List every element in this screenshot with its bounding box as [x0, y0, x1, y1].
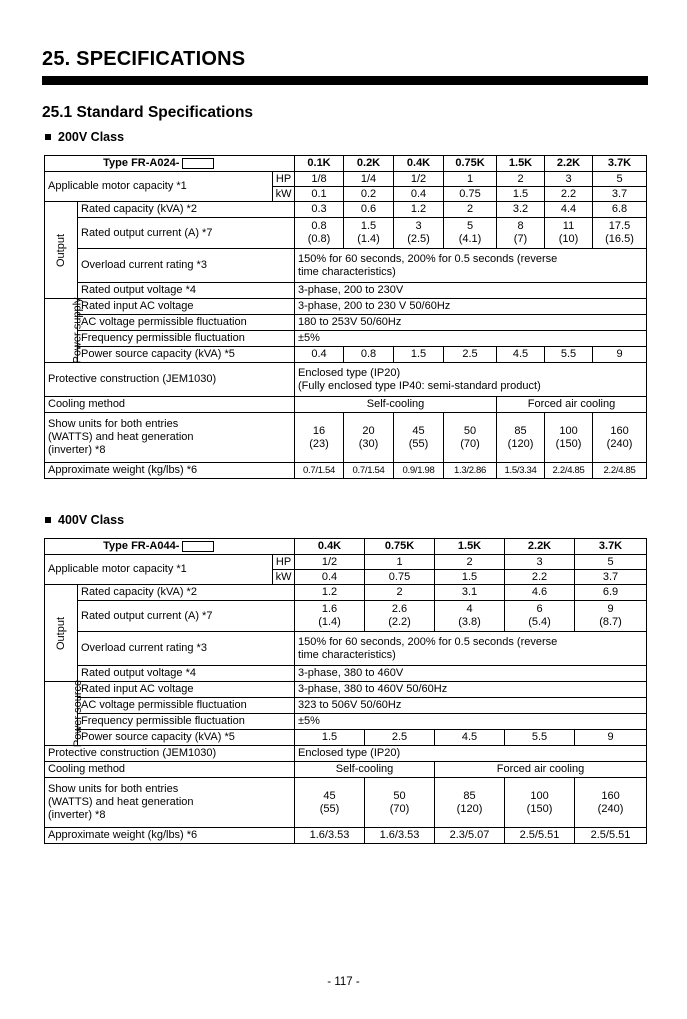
hp-value: 1 [444, 172, 497, 187]
hp-value: 3 [505, 555, 575, 570]
rated-capacity-value: 2 [444, 202, 497, 218]
hp-value: 2 [435, 555, 505, 570]
type-label: Type FR-A044- [103, 540, 180, 553]
spec-table-200v [44, 155, 647, 479]
weight-value: 2.2/4.85 [593, 463, 647, 479]
source-capacity-label: Power source capacity (kVA) *5 [78, 347, 295, 363]
rated-capacity-label: Rated capacity (kVA) *2 [78, 585, 295, 601]
cooling-self-value: Self-cooling [295, 397, 497, 413]
kw-value: 2.2 [505, 570, 575, 585]
watts-value: 50 (70) [444, 413, 497, 463]
input-voltage-value: 3-phase, 380 to 460V 50/60Hz [295, 682, 647, 698]
type-spacer [273, 539, 295, 555]
kw-value: 1.5 [435, 570, 505, 585]
weight-value: 1.3/2.86 [444, 463, 497, 479]
cooling-label: Cooling method [45, 397, 295, 413]
weight-value: 1.5/3.34 [497, 463, 545, 479]
spec-table-400v [44, 538, 647, 844]
hp-row [45, 555, 647, 570]
source-capacity-value: 1.5 [394, 347, 444, 363]
type-spacer [273, 156, 295, 172]
rated-current-value: 0.8 (0.8) [295, 218, 344, 249]
model-cell: 3.7K [575, 539, 647, 555]
frequency-fluctuation-value: ±5% [295, 714, 647, 730]
power-source-group-label: Power source [45, 682, 78, 746]
power-supply-group-label: Power supply [45, 299, 78, 363]
watts-value: 20 (30) [344, 413, 394, 463]
rated-capacity-value: 1.2 [295, 585, 365, 601]
protective-label: Protective construction (JEM1030) [45, 363, 295, 397]
protective-row [45, 363, 647, 397]
rated-capacity-row [45, 202, 647, 218]
rated-current-label: Rated output current (A) *7 [78, 601, 295, 632]
source-capacity-value: 0.8 [344, 347, 394, 363]
frequency-fluctuation-label: Frequency permissible fluctuation [78, 331, 295, 347]
protective-value: Enclosed type (IP20) (Fully enclosed type IP40: semi-standard product) [295, 363, 647, 397]
overload-row [45, 249, 647, 283]
model-cell: 0.1K [295, 156, 344, 172]
source-capacity-value: 9 [575, 730, 647, 746]
cooling-row [45, 762, 647, 778]
watts-label: Show units for both entries (WATTS) and heat generation (inverter) *8 [45, 778, 295, 828]
hp-value: 1/2 [295, 555, 365, 570]
cooling-row [45, 397, 647, 413]
hp-value: 5 [593, 172, 647, 187]
hp-unit: HP [273, 555, 295, 570]
model-cell: 1.5K [435, 539, 505, 555]
kw-value: 3.7 [575, 570, 647, 585]
watts-value: 16 (23) [295, 413, 344, 463]
model-cell: 0.2K [344, 156, 394, 172]
kw-value: 0.75 [365, 570, 435, 585]
input-voltage-row [45, 682, 647, 698]
watts-value: 45 (55) [394, 413, 444, 463]
overload-label: Overload current rating *3 [78, 249, 295, 283]
hp-value: 3 [545, 172, 593, 187]
rated-capacity-value: 6.9 [575, 585, 647, 601]
voltage-fluctuation-label: AC voltage permissible fluctuation [78, 315, 295, 331]
watts-value: 100 (150) [545, 413, 593, 463]
overload-value: 150% for 60 seconds, 200% for 0.5 seconds (reverse time characteristics) [295, 249, 647, 283]
hp-row [45, 172, 647, 187]
source-capacity-value: 0.4 [295, 347, 344, 363]
input-voltage-value: 3-phase, 200 to 230 V 50/60Hz [295, 299, 647, 315]
rated-current-row [45, 601, 647, 632]
cooling-label: Cooling method [45, 762, 295, 778]
type-code-box [182, 158, 214, 169]
weight-value: 0.9/1.98 [394, 463, 444, 479]
source-capacity-value: 2.5 [444, 347, 497, 363]
output-voltage-label: Rated output voltage *4 [78, 666, 295, 682]
rated-capacity-value: 0.6 [344, 202, 394, 218]
page-title: 25. SPECIFICATIONS [42, 48, 246, 70]
protective-label: Protective construction (JEM1030) [45, 746, 295, 762]
rated-current-value: 17.5 (16.5) [593, 218, 647, 249]
rated-capacity-value: 4.4 [545, 202, 593, 218]
weight-value: 1.6/3.53 [365, 828, 435, 844]
rated-capacity-value: 6.8 [593, 202, 647, 218]
voltage-fluctuation-row [45, 315, 647, 331]
weight-row [45, 828, 647, 844]
model-cell: 2.2K [545, 156, 593, 172]
rated-current-value: 8 (7) [497, 218, 545, 249]
rated-current-value: 3 (2.5) [394, 218, 444, 249]
source-capacity-value: 9 [593, 347, 647, 363]
class-200v-heading [42, 130, 124, 144]
watts-value: 160 (240) [575, 778, 647, 828]
hp-value: 1 [365, 555, 435, 570]
type-code-box [182, 541, 214, 552]
watts-value: 50 (70) [365, 778, 435, 828]
rated-current-value: 1.6 (1.4) [295, 601, 365, 632]
weight-value: 0.7/1.54 [344, 463, 394, 479]
overload-value: 150% for 60 seconds, 200% for 0.5 seconds (reverse time characteristics) [295, 632, 647, 666]
weight-label: Approximate weight (kg/lbs) *6 [45, 463, 295, 479]
frequency-fluctuation-label: Frequency permissible fluctuation [78, 714, 295, 730]
weight-value: 2.5/5.51 [575, 828, 647, 844]
hp-value: 5 [575, 555, 647, 570]
page-number: - 117 - [327, 976, 360, 988]
watts-row [45, 778, 647, 828]
source-capacity-value: 2.5 [365, 730, 435, 746]
rated-current-value: 1.5 (1.4) [344, 218, 394, 249]
kw-value: 0.4 [394, 187, 444, 202]
voltage-fluctuation-value: 180 to 253V 50/60Hz [295, 315, 647, 331]
motor-capacity-label: Applicable motor capacity *1 [45, 555, 273, 585]
type-label-cell [45, 539, 273, 555]
watts-row [45, 413, 647, 463]
kw-value: 0.1 [295, 187, 344, 202]
watts-value: 100 (150) [505, 778, 575, 828]
rated-current-value: 2.6 (2.2) [365, 601, 435, 632]
rated-current-value: 11 (10) [545, 218, 593, 249]
protective-value: Enclosed type (IP20) [295, 746, 647, 762]
overload-label: Overload current rating *3 [78, 632, 295, 666]
hp-unit: HP [273, 172, 295, 187]
rated-current-value: 5 (4.1) [444, 218, 497, 249]
weight-value: 2.3/5.07 [435, 828, 505, 844]
output-voltage-label: Rated output voltage *4 [78, 283, 295, 299]
rated-current-label: Rated output current (A) *7 [78, 218, 295, 249]
rated-capacity-label: Rated capacity (kVA) *2 [78, 202, 295, 218]
rated-capacity-row [45, 585, 647, 601]
cooling-forced-value: Forced air cooling [497, 397, 647, 413]
output-group-label: Output [45, 202, 78, 299]
watts-value: 45 (55) [295, 778, 365, 828]
source-capacity-value: 1.5 [295, 730, 365, 746]
class-400v-heading [42, 513, 124, 527]
weight-value: 1.6/3.53 [295, 828, 365, 844]
rated-capacity-value: 0.3 [295, 202, 344, 218]
model-cell: 0.75K [365, 539, 435, 555]
hp-value: 1/2 [394, 172, 444, 187]
bullet-square-icon [45, 134, 51, 140]
rated-capacity-value: 2 [365, 585, 435, 601]
kw-value: 0.75 [444, 187, 497, 202]
kw-unit: kW [273, 570, 295, 585]
model-cell: 2.2K [505, 539, 575, 555]
rated-capacity-value: 4.6 [505, 585, 575, 601]
overload-row [45, 632, 647, 666]
hp-value: 1/8 [295, 172, 344, 187]
model-cell: 0.4K [394, 156, 444, 172]
kw-value: 1.5 [497, 187, 545, 202]
watts-value: 85 (120) [435, 778, 505, 828]
cooling-forced-value: Forced air cooling [435, 762, 647, 778]
output-voltage-row [45, 666, 647, 682]
rated-current-value: 9 (8.7) [575, 601, 647, 632]
source-capacity-value: 5.5 [545, 347, 593, 363]
voltage-fluctuation-value: 323 to 506V 50/60Hz [295, 698, 647, 714]
frequency-fluctuation-value: ±5% [295, 331, 647, 347]
output-voltage-row [45, 283, 647, 299]
rated-current-row [45, 218, 647, 249]
title-rule [42, 76, 648, 85]
model-cell: 1.5K [497, 156, 545, 172]
input-voltage-label: Rated input AC voltage [78, 299, 295, 315]
source-capacity-row [45, 347, 647, 363]
frequency-fluctuation-row [45, 714, 647, 730]
bullet-square-icon [45, 517, 51, 523]
source-capacity-row [45, 730, 647, 746]
model-cell: 3.7K [593, 156, 647, 172]
voltage-fluctuation-label: AC voltage permissible fluctuation [78, 698, 295, 714]
output-group-label: Output [45, 585, 78, 682]
kw-unit: kW [273, 187, 295, 202]
output-voltage-value: 3-phase, 200 to 230V [295, 283, 647, 299]
weight-value: 2.2/4.85 [545, 463, 593, 479]
source-capacity-value: 4.5 [435, 730, 505, 746]
weight-row [45, 463, 647, 479]
watts-value: 85 (120) [497, 413, 545, 463]
watts-value: 160 (240) [593, 413, 647, 463]
weight-value: 2.5/5.51 [505, 828, 575, 844]
rated-current-value: 6 (5.4) [505, 601, 575, 632]
source-capacity-value: 5.5 [505, 730, 575, 746]
cooling-self-value: Self-cooling [295, 762, 435, 778]
kw-value: 0.2 [344, 187, 394, 202]
model-cell: 0.75K [444, 156, 497, 172]
source-capacity-value: 4.5 [497, 347, 545, 363]
model-cell: 0.4K [295, 539, 365, 555]
weight-value: 0.7/1.54 [295, 463, 344, 479]
output-voltage-value: 3-phase, 380 to 460V [295, 666, 647, 682]
source-capacity-label: Power source capacity (kVA) *5 [78, 730, 295, 746]
type-label: Type FR-A024- [103, 157, 180, 170]
rated-capacity-value: 3.1 [435, 585, 505, 601]
protective-row [45, 746, 647, 762]
watts-label: Show units for both entries (WATTS) and heat generation (inverter) *8 [45, 413, 295, 463]
motor-capacity-label: Applicable motor capacity *1 [45, 172, 273, 202]
type-label-cell [45, 156, 273, 172]
rated-capacity-value: 1.2 [394, 202, 444, 218]
class-200v-heading-text: 200V Class [58, 130, 125, 144]
input-voltage-label: Rated input AC voltage [78, 682, 295, 698]
class-400v-heading-text: 400V Class [58, 513, 125, 527]
rated-capacity-value: 3.2 [497, 202, 545, 218]
kw-value: 2.2 [545, 187, 593, 202]
input-voltage-row [45, 299, 647, 315]
hp-value: 1/4 [344, 172, 394, 187]
type-row [45, 156, 647, 172]
kw-value: 3.7 [593, 187, 647, 202]
voltage-fluctuation-row [45, 698, 647, 714]
kw-value: 0.4 [295, 570, 365, 585]
hp-value: 2 [497, 172, 545, 187]
weight-label: Approximate weight (kg/lbs) *6 [45, 828, 295, 844]
section-title: 25.1 Standard Specifications [42, 104, 254, 121]
type-row [45, 539, 647, 555]
frequency-fluctuation-row [45, 331, 647, 347]
rated-current-value: 4 (3.8) [435, 601, 505, 632]
